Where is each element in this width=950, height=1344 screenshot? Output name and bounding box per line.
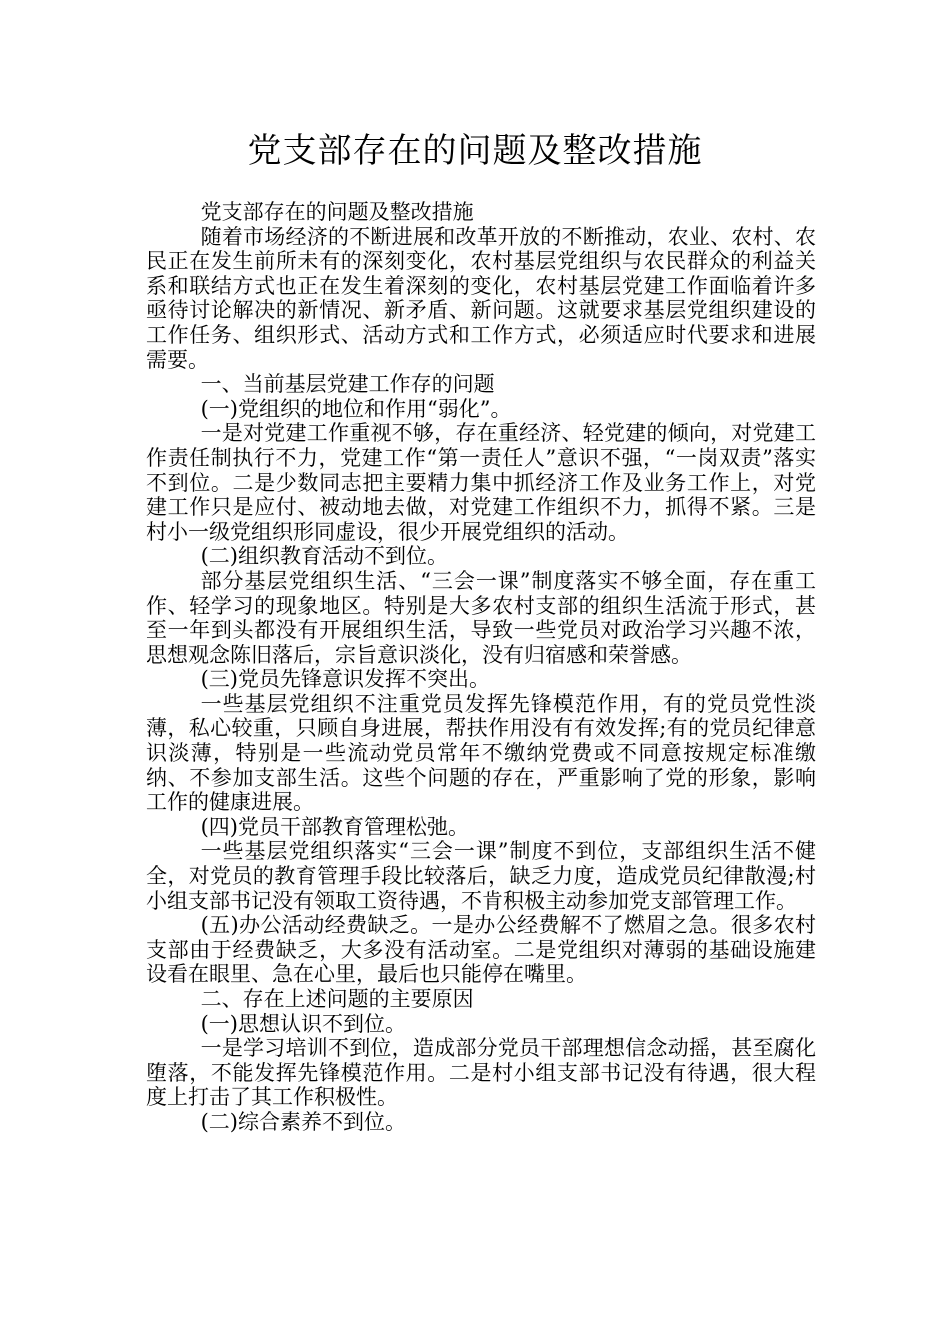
paragraph: 部分基层党组织生活、“三会一课”制度落实不够全面，存在重工作、轻学习的现象地区。特别是大多农村支部的组织生活流于形式，甚至一年到头都没有开展组织生活，导致一些党员对政治学习兴趣不浓，思想观念陈旧落后，宗旨意识淡化，没有归宿感和荣誉感。 [146,568,816,667]
subsection-heading: (一)党组织的地位和作用“弱化”。 [200,396,512,421]
paragraph-subtitle: 党支部存在的问题及整改措施 [200,200,474,224]
paragraph: (五)办公活动经费缺乏。一是办公经费解不了燃眉之急。很多农村支部由于经费缺乏，大多没有活动室。二是党组织对薄弱的基础设施建设看在眼里、急在心里，最后也只能停在嘴里。 [146,913,816,987]
subsection-heading: (二)综合素养不到位。 [200,1109,406,1134]
paragraph: 一是学习培训不到位，造成部分党员干部理想信念动摇，甚至腐化堕落，不能发挥先锋模范作用。二是村小组支部书记没有待遇，很大程度上打击了其工作积极性。 [146,1036,816,1110]
subsection-heading: (一)思想认识不到位。 [200,1011,406,1036]
paragraph: 一是对党建工作重视不够，存在重经济、轻党建的倾向，对党建工作责任制执行不力，党建工作“第一责任人”意识不强，“一岗双责”落实不到位。二是少数同志把主要精力集中抓经济工作及业务工作上，对党建工作只是应付、被动地去做，对党建工作组织不力，抓得不紧。三是村小一级党组织形同虚设，很少开展党组织的活动。 [146,421,816,544]
subsection-heading: (二)组织教育活动不到位。 [200,544,448,569]
subsection-heading: (四)党员干部教育管理松弛。 [200,814,469,839]
document-body [146,200,816,1135]
section-heading-1: 一、当前基层党建工作存的问题 [200,372,495,397]
paragraph-intro: 随着市场经济的不断进展和改革开放的不断推动，农业、农村、农民正在发生前所未有的深刻变化，农村基层党组织与农民群众的利益关系和联结方式也正在发生着深刻的变化，农村基层党建工作面临着许多亟待讨论解决的新情况、新矛盾、新问题。这就要求基层党组织建设的工作任务、组织形式、活动方式和工作方式，必须适应时代要求和进展需要。 [146,224,816,372]
paragraph: 一些基层党组织不注重党员发挥先锋模范作用，有的党员党性淡薄，私心较重，只顾自身进展，帮扶作用没有有效发挥;有的党员纪律意识淡薄，特别是一些流动党员常年不缴纳党费或不同意按规定标准缴纳、不参加支部生活。这些个问题的存在，严重影响了党的形象，影响工作的健康进展。 [146,691,816,815]
section-heading-2: 二、存在上述问题的主要原因 [200,987,474,1011]
subsection-heading: (三)党员先锋意识发挥不突出。 [200,667,490,692]
document-title: 党支部存在的问题及整改措施 [247,131,703,171]
paragraph: 一些基层党组织落实“三会一课”制度不到位，支部组织生活不健全，对党员的教育管理手段比较落后，缺乏力度，造成党员纪律散漫;村小组支部书记没有领取工资待遇，不肯积极主动参加党支部管理工作。 [146,839,816,913]
